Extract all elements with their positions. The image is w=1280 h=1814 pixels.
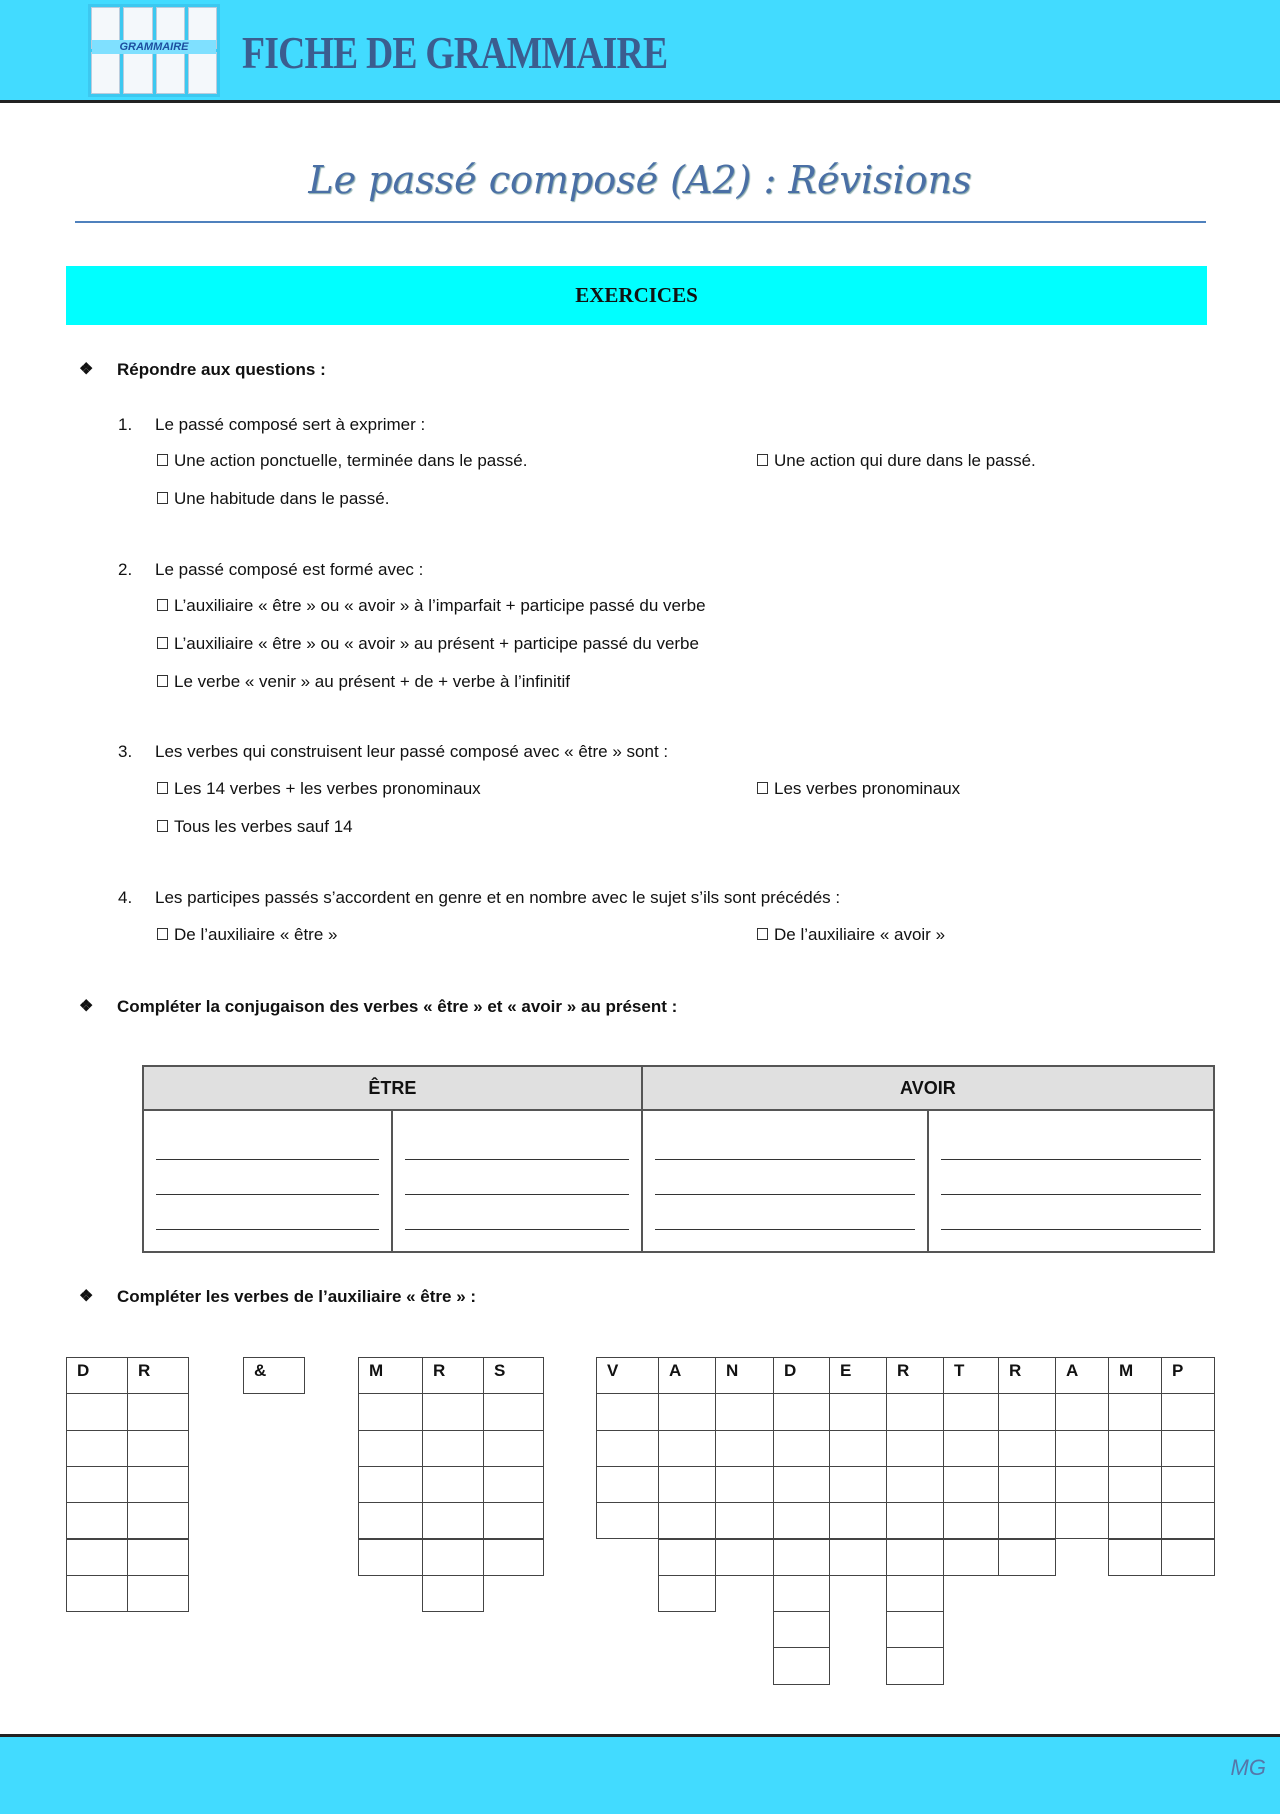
- grid-input-cell[interactable]: [829, 1466, 887, 1503]
- grid-input-cell[interactable]: [127, 1430, 189, 1467]
- grid-input-cell[interactable]: [66, 1393, 128, 1430]
- answer-line[interactable]: [655, 1160, 915, 1195]
- grid-input-cell[interactable]: [66, 1430, 128, 1467]
- checkbox[interactable]: [157, 675, 168, 687]
- grid-input-cell[interactable]: [773, 1393, 830, 1430]
- grid-input-cell[interactable]: [658, 1430, 716, 1467]
- option-label: Les verbes pronominaux: [774, 779, 961, 798]
- exercises-banner: EXERCICES: [66, 266, 1207, 325]
- grid-input-cell[interactable]: [658, 1466, 716, 1503]
- question: [118, 415, 426, 435]
- grid-input-cell[interactable]: [422, 1502, 484, 1539]
- grid-input-cell[interactable]: [483, 1430, 544, 1467]
- grid-input-cell[interactable]: [358, 1393, 423, 1430]
- grid-input-cell[interactable]: [1161, 1539, 1215, 1576]
- option-label: Une action qui dure dans le passé.: [774, 451, 1036, 470]
- grid-input-cell[interactable]: [773, 1466, 830, 1503]
- grid-input-cell[interactable]: [886, 1611, 944, 1648]
- answer-option[interactable]: [757, 779, 960, 799]
- grid-letter-cell: D: [773, 1357, 830, 1394]
- answer-option[interactable]: [157, 817, 353, 837]
- answer-option[interactable]: [157, 672, 570, 692]
- header-banner: [0, 0, 1280, 103]
- section-heading: ❖ Compléter les verbes de l’auxiliaire « être » :: [79, 1287, 477, 1306]
- grid-letter-cell: P: [1161, 1357, 1215, 1394]
- conjugation-cell: [928, 1110, 1214, 1252]
- option-label: Une habitude dans le passé.: [174, 489, 390, 508]
- grid-input-cell[interactable]: [66, 1539, 128, 1576]
- grid-input-cell[interactable]: [998, 1393, 1056, 1430]
- grid-input-cell[interactable]: [773, 1575, 830, 1612]
- grid-input-cell[interactable]: [773, 1611, 830, 1648]
- grid-input-cell[interactable]: [829, 1502, 887, 1539]
- grid-letter-cell: R: [127, 1357, 189, 1394]
- grid-input-cell[interactable]: [1108, 1502, 1162, 1539]
- grid-input-cell[interactable]: [1161, 1393, 1215, 1430]
- question-text: Le passé composé sert à exprimer :: [155, 415, 426, 434]
- grid-input-cell[interactable]: [715, 1539, 774, 1576]
- author-initials: MG: [1230, 1755, 1266, 1780]
- logo-text: GRAMMAIRE: [92, 40, 216, 54]
- answer-line[interactable]: [405, 1111, 628, 1160]
- grid-input-cell[interactable]: [1161, 1466, 1215, 1503]
- question-text: Les verbes qui construisent leur passé composé avec « être » sont :: [155, 742, 669, 761]
- checkbox[interactable]: [757, 782, 768, 794]
- grid-input-cell[interactable]: [998, 1502, 1056, 1539]
- grid-input-cell[interactable]: [422, 1430, 484, 1467]
- grid-input-cell[interactable]: [422, 1539, 484, 1576]
- page-title: Le passé composé (A2) : Révisions: [308, 158, 972, 202]
- grid-input-cell[interactable]: [596, 1466, 659, 1503]
- grid-input-cell[interactable]: [886, 1466, 944, 1503]
- grid-input-cell[interactable]: [886, 1502, 944, 1539]
- grid-input-cell[interactable]: [66, 1466, 128, 1503]
- answer-option[interactable]: [757, 925, 945, 945]
- grid-input-cell[interactable]: [483, 1502, 544, 1539]
- grid-input-cell[interactable]: [1161, 1502, 1215, 1539]
- option-label: Le verbe « venir » au présent + de + verbe à l’infinitif: [174, 672, 570, 691]
- grid-input-cell[interactable]: [715, 1393, 774, 1430]
- grid-letter-cell: R: [998, 1357, 1056, 1394]
- question: [118, 742, 669, 762]
- checkbox[interactable]: [157, 454, 168, 466]
- grid-letter-cell: E: [829, 1357, 887, 1394]
- grid-input-cell[interactable]: [943, 1539, 999, 1576]
- grid-input-cell[interactable]: [715, 1502, 774, 1539]
- grid-input-cell[interactable]: [829, 1539, 887, 1576]
- grid-input-cell[interactable]: [596, 1393, 659, 1430]
- grid-input-cell[interactable]: [658, 1539, 716, 1576]
- grid-input-cell[interactable]: [1055, 1393, 1109, 1430]
- option-label: De l’auxiliaire « avoir »: [774, 925, 946, 944]
- brand-title: FICHE DE GRAMMAIRE: [242, 27, 668, 78]
- conjugation-cell: [143, 1110, 392, 1252]
- grid-letter-cell: A: [658, 1357, 716, 1394]
- table-header-avoir: AVOIR: [642, 1066, 1214, 1110]
- grid-input-cell[interactable]: [1161, 1430, 1215, 1467]
- grid-input-cell[interactable]: [773, 1430, 830, 1467]
- checkbox[interactable]: [157, 782, 168, 794]
- answer-line[interactable]: [156, 1195, 379, 1230]
- answer-line[interactable]: [941, 1111, 1201, 1160]
- answer-option[interactable]: [157, 634, 699, 654]
- grid-input-cell[interactable]: [886, 1393, 944, 1430]
- grid-input-cell[interactable]: [998, 1539, 1056, 1576]
- answer-line[interactable]: [405, 1195, 628, 1230]
- grid-input-cell[interactable]: [127, 1502, 189, 1539]
- grid-input-cell[interactable]: [773, 1647, 830, 1684]
- section-heading: ❖ Répondre aux questions :: [79, 360, 326, 379]
- footer-banner: [0, 1734, 1280, 1814]
- grid-letter-cell: D: [66, 1357, 128, 1394]
- diamond-bullet-icon: ❖: [79, 1288, 94, 1305]
- grid-letter-cell: R: [886, 1357, 944, 1394]
- grid-input-cell[interactable]: [127, 1539, 189, 1576]
- conjugation-table: [142, 1065, 1215, 1253]
- answer-option[interactable]: [157, 925, 337, 945]
- checkbox[interactable]: [757, 928, 768, 940]
- grid-input-cell[interactable]: [483, 1466, 544, 1503]
- answer-option[interactable]: [157, 596, 706, 616]
- grid-input-cell[interactable]: [422, 1575, 484, 1612]
- option-label: Tous les verbes sauf 14: [174, 817, 353, 836]
- diamond-bullet-icon: ❖: [79, 361, 94, 378]
- checkbox[interactable]: [757, 454, 768, 466]
- grid-input-cell[interactable]: [66, 1502, 128, 1539]
- grid-input-cell[interactable]: [1055, 1430, 1109, 1467]
- answer-line[interactable]: [156, 1160, 379, 1195]
- answer-option[interactable]: [157, 489, 390, 509]
- answer-line[interactable]: [156, 1111, 379, 1160]
- answer-option[interactable]: [757, 451, 1036, 471]
- grid-input-cell[interactable]: [829, 1393, 887, 1430]
- grid-input-cell[interactable]: [358, 1539, 423, 1576]
- answer-option[interactable]: [157, 779, 481, 799]
- checkbox[interactable]: [157, 599, 168, 611]
- grid-input-cell[interactable]: [358, 1430, 423, 1467]
- grid-letter-cell: &: [243, 1357, 305, 1394]
- grid-letter-cell: M: [358, 1357, 423, 1394]
- grid-input-cell[interactable]: [658, 1502, 716, 1539]
- grid-input-cell[interactable]: [886, 1647, 944, 1684]
- table-header-etre: ÊTRE: [143, 1066, 642, 1110]
- grid-input-cell[interactable]: [66, 1575, 128, 1612]
- grid-input-cell[interactable]: [886, 1575, 944, 1612]
- grid-input-cell[interactable]: [658, 1393, 716, 1430]
- grid-input-cell[interactable]: [1108, 1430, 1162, 1467]
- grid-input-cell[interactable]: [1055, 1466, 1109, 1503]
- question-text: Les participes passés s’accordent en genre et en nombre avec le sujet s’ils sont précédés :: [155, 888, 841, 907]
- grid-input-cell[interactable]: [422, 1466, 484, 1503]
- option-label: L’auxiliaire « être » ou « avoir » au présent + participe passé du verbe: [174, 634, 699, 653]
- question-text: Le passé composé est formé avec :: [155, 560, 424, 579]
- title-divider: [75, 221, 1206, 223]
- grid-input-cell[interactable]: [1108, 1466, 1162, 1503]
- grid-letter-cell: T: [943, 1357, 999, 1394]
- grid-input-cell[interactable]: [886, 1539, 944, 1576]
- grid-input-cell[interactable]: [886, 1430, 944, 1467]
- grid-letter-cell: N: [715, 1357, 774, 1394]
- grid-input-cell[interactable]: [596, 1430, 659, 1467]
- question: [118, 888, 841, 908]
- answer-line[interactable]: [655, 1195, 915, 1230]
- grid-input-cell[interactable]: [658, 1575, 716, 1612]
- grid-input-cell[interactable]: [1055, 1502, 1109, 1539]
- question-number: 1.: [118, 415, 133, 434]
- conjugation-cell: [392, 1110, 641, 1252]
- answer-line[interactable]: [941, 1195, 1201, 1230]
- section-heading: ❖ Compléter la conjugaison des verbes « être » et « avoir » au présent :: [79, 997, 678, 1016]
- answer-option[interactable]: [157, 451, 527, 471]
- conjugation-cell: [642, 1110, 928, 1252]
- answer-line[interactable]: [405, 1160, 628, 1195]
- grid-letter-cell: V: [596, 1357, 659, 1394]
- grid-input-cell[interactable]: [943, 1430, 999, 1467]
- question-number: 2.: [118, 560, 133, 579]
- checkbox[interactable]: [157, 820, 168, 832]
- grid-letter-cell: S: [483, 1357, 544, 1394]
- grid-input-cell[interactable]: [773, 1539, 830, 1576]
- grid-input-cell[interactable]: [127, 1466, 189, 1503]
- checkbox[interactable]: [157, 492, 168, 504]
- grid-input-cell[interactable]: [358, 1466, 423, 1503]
- grid-input-cell[interactable]: [998, 1466, 1056, 1503]
- grid-input-cell[interactable]: [1108, 1393, 1162, 1430]
- grid-input-cell[interactable]: [715, 1430, 774, 1467]
- grid-input-cell[interactable]: [483, 1539, 544, 1576]
- grid-input-cell[interactable]: [773, 1502, 830, 1539]
- question-number: 4.: [118, 888, 133, 907]
- diamond-bullet-icon: ❖: [79, 998, 94, 1015]
- checkbox[interactable]: [157, 637, 168, 649]
- grid-letter-cell: M: [1108, 1357, 1162, 1394]
- grid-input-cell[interactable]: [998, 1430, 1056, 1467]
- grid-input-cell[interactable]: [829, 1430, 887, 1467]
- grid-input-cell[interactable]: [422, 1393, 484, 1430]
- checkbox[interactable]: [157, 928, 168, 940]
- grid-input-cell[interactable]: [1108, 1539, 1162, 1576]
- option-label: Les 14 verbes + les verbes pronominaux: [174, 779, 481, 798]
- option-label: De l’auxiliaire « être »: [174, 925, 338, 944]
- grid-input-cell[interactable]: [358, 1502, 423, 1539]
- grid-letter-cell: A: [1055, 1357, 1109, 1394]
- answer-line[interactable]: [655, 1111, 915, 1160]
- grid-input-cell[interactable]: [596, 1502, 659, 1539]
- answer-line[interactable]: [941, 1160, 1201, 1195]
- option-label: Une action ponctuelle, terminée dans le passé.: [174, 451, 528, 470]
- grid-input-cell[interactable]: [943, 1466, 999, 1503]
- grid-input-cell[interactable]: [715, 1466, 774, 1503]
- grid-input-cell[interactable]: [127, 1575, 189, 1612]
- option-label: L’auxiliaire « être » ou « avoir » à l’imparfait + participe passé du verbe: [174, 596, 706, 615]
- grid-input-cell[interactable]: [943, 1502, 999, 1539]
- grid-input-cell[interactable]: [943, 1393, 999, 1430]
- question-number: 3.: [118, 742, 133, 761]
- grid-letter-cell: R: [422, 1357, 484, 1394]
- grid-input-cell[interactable]: [127, 1393, 189, 1430]
- question: [118, 560, 424, 580]
- grid-input-cell[interactable]: [483, 1393, 544, 1430]
